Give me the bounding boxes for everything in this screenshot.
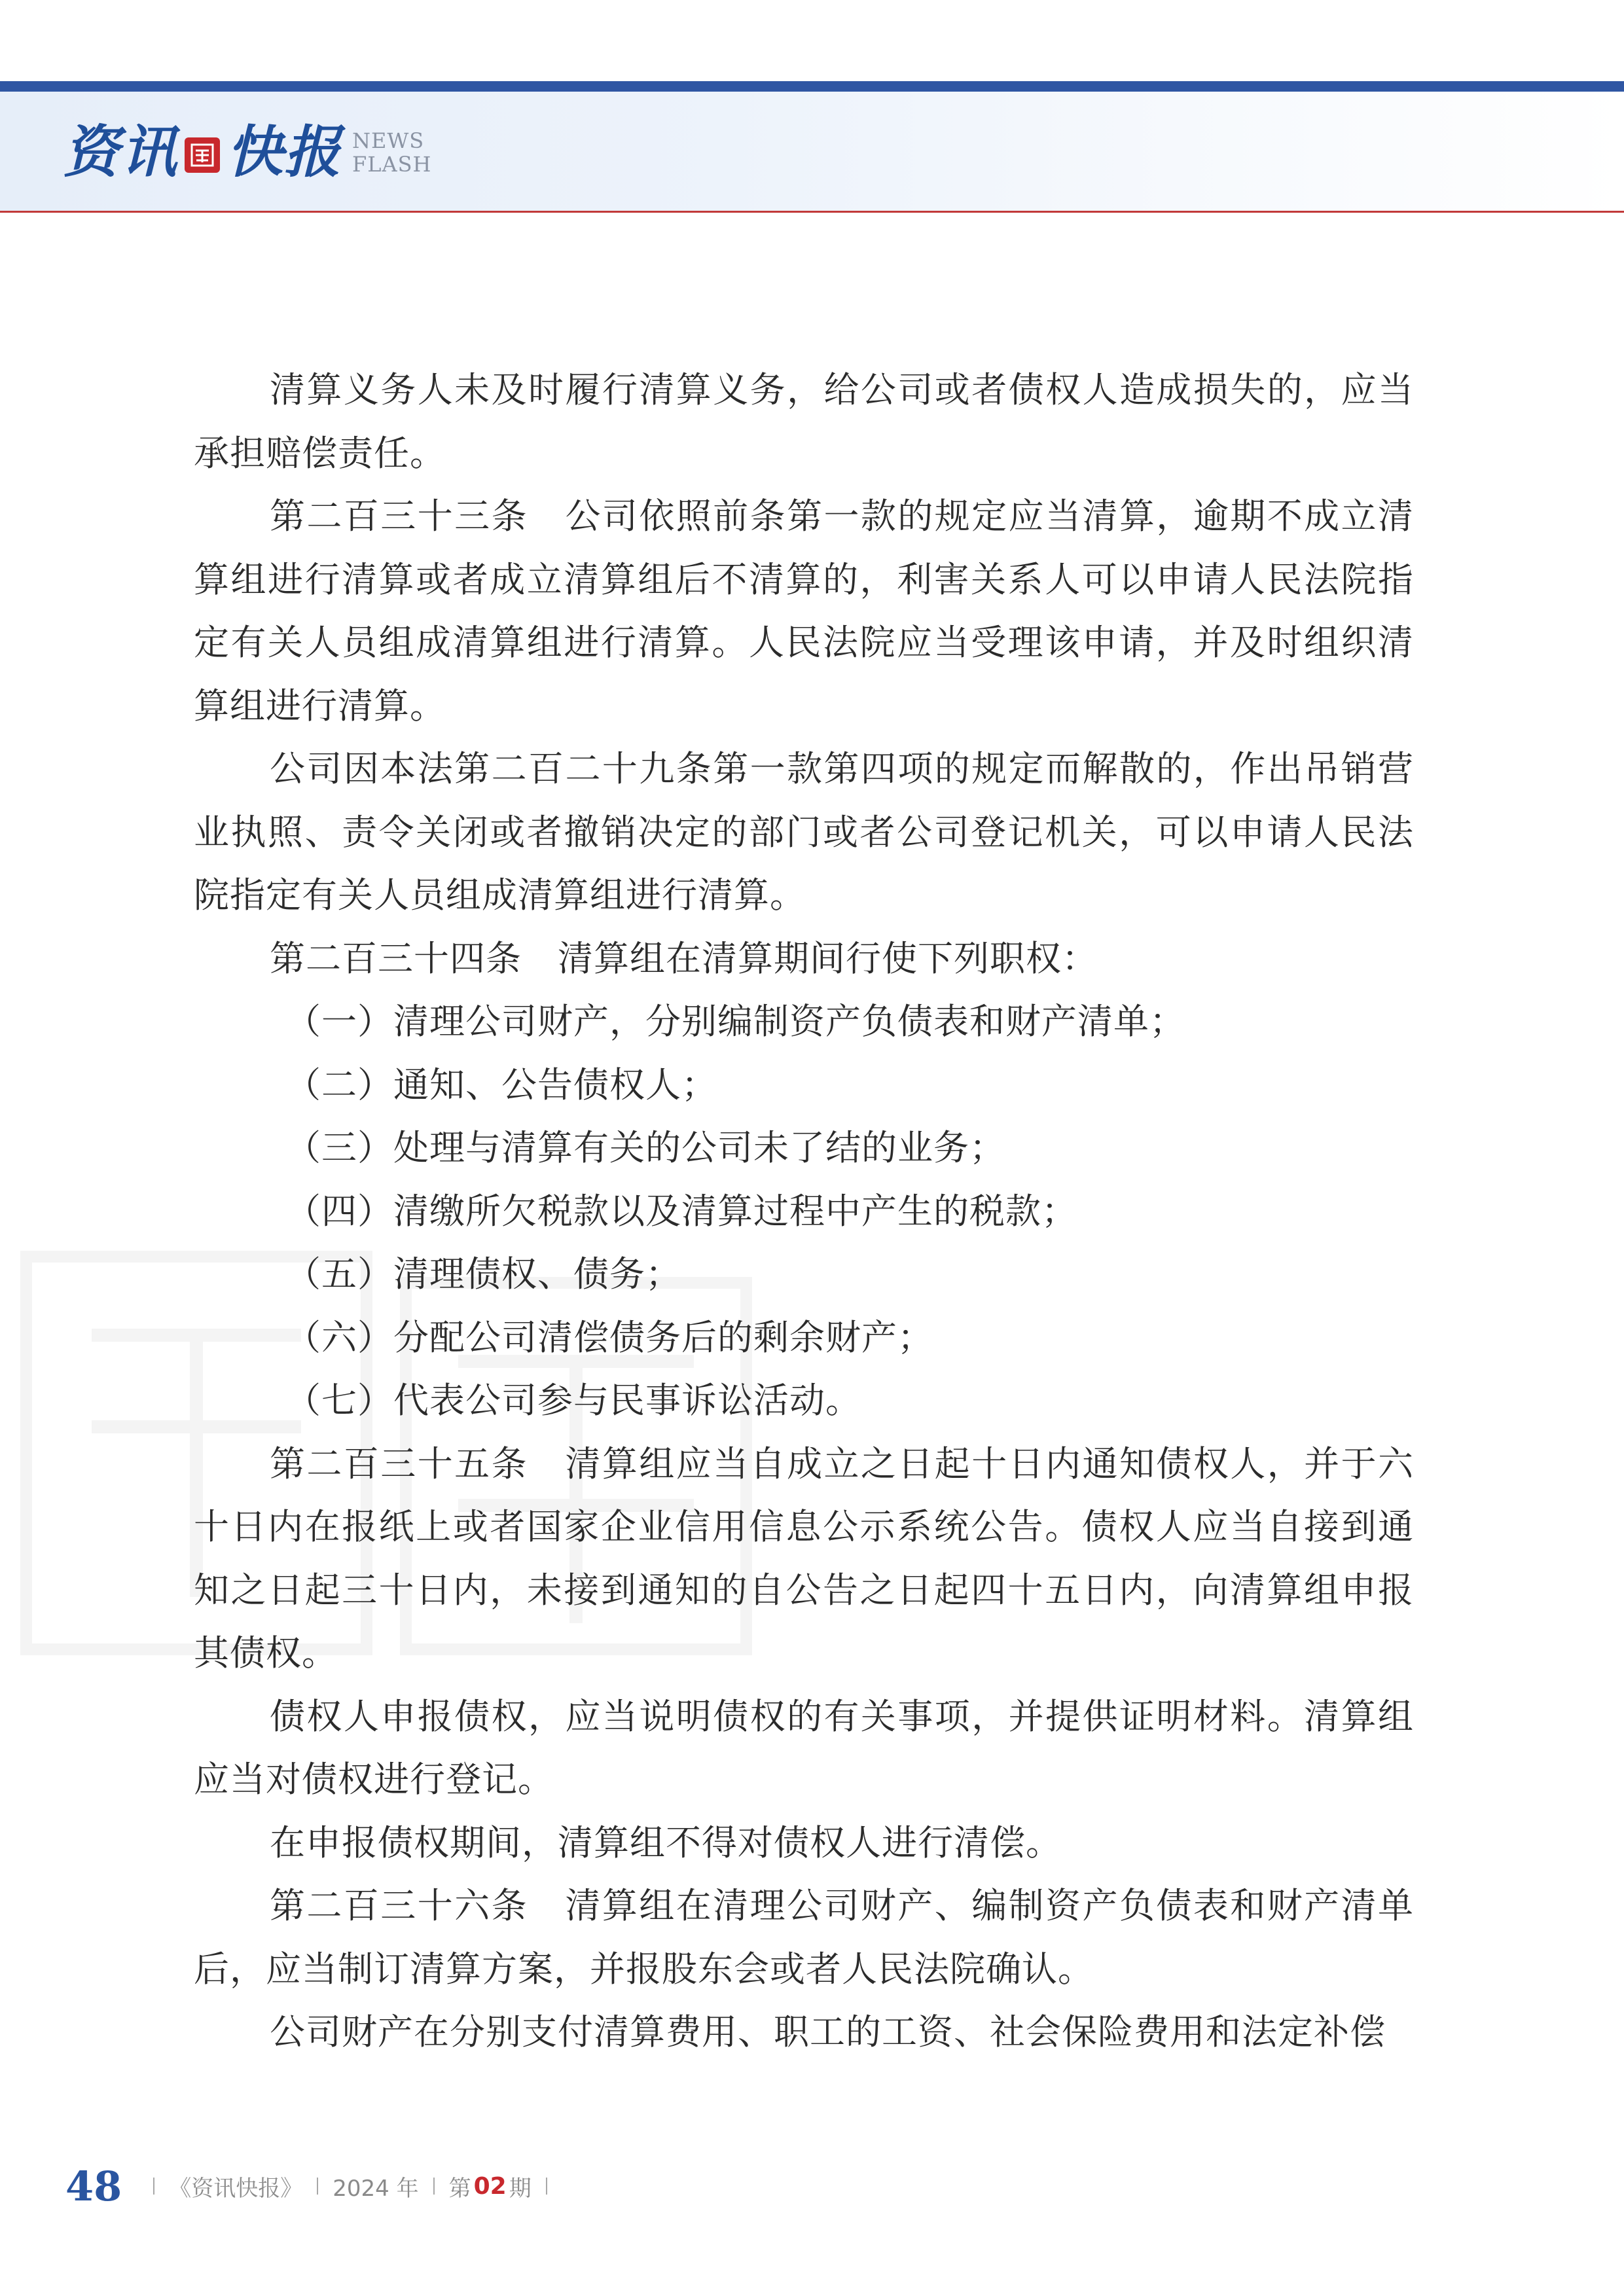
paragraph: 清算义务人未及时履行清算义务，给公司或者债权人造成损失的，应当承担赔偿责任。 — [194, 369, 1414, 474]
logo-english-line1: NEWS — [352, 128, 425, 153]
footer-separator — [546, 2178, 547, 2195]
logo-text-2: 快报 — [226, 119, 342, 185]
paragraph: 在申报债权期间，清算组不得对债权人进行清偿。 — [270, 1821, 1062, 1863]
list-item: （二）通知、公告债权人； — [285, 1064, 717, 1105]
issue-prefix: 第 — [448, 2175, 471, 2202]
paragraph: 第二百三十五条 清算组应当自成立之日起十日内通知债权人，并于六十日内在报纸上或者国家企业信用信息公示系统公告。债权人应当自接到通知之日起三十日内，未接到通知的自公告之日起四十五日内，向清算组申报其债权。 — [194, 1443, 1414, 1674]
list-item: （一）清理公司财产，分别编制资产负债表和财产清单； — [285, 1001, 1185, 1042]
page-number: 48 — [65, 2162, 122, 2210]
article-body — [194, 359, 1414, 2064]
top-accent-bar — [0, 81, 1624, 92]
footer-separator — [433, 2178, 435, 2195]
logo-english — [352, 129, 431, 176]
logo-text-1: 资讯 — [63, 119, 178, 185]
logo-english-line2: FLASH — [352, 152, 432, 177]
header-divider — [0, 211, 1624, 213]
page-footer — [65, 2160, 562, 2212]
footer-separator — [317, 2178, 318, 2195]
list-item: （七）代表公司参与民事诉讼活动。 — [285, 1380, 861, 1421]
paragraph: 公司因本法第二百二十九条第一款第四项的规定而解散的，作出吊销营业执照、责令关闭或者撤销决定的部门或者公司登记机关，可以申请人民法院指定有关人员组成清算组进行清算。 — [194, 748, 1414, 916]
issue-suffix: 期 — [509, 2175, 532, 2202]
footer-separator — [153, 2178, 154, 2195]
issue-number: 02 — [473, 2172, 507, 2200]
list-item: （三）处理与清算有关的公司未了结的业务； — [285, 1127, 1005, 1168]
publication-logo — [63, 117, 431, 188]
paragraph: 公司财产在分别支付清算费用、职工的工资、社会保险费用和法定补偿 — [270, 2011, 1386, 2053]
list-item: （六）分配公司清偿债务后的剩余财产； — [285, 1316, 933, 1358]
paragraph: 第二百三十四条 清算组在清算期间行使下列职权： — [270, 937, 1098, 979]
list-item: （四）清缴所欠税款以及清算过程中产生的税款； — [285, 1190, 1077, 1232]
paragraph: 第二百三十六条 清算组在清理公司财产、编制资产负债表和财产清单后，应当制订清算方案，并报股东会或者人民法院确认。 — [194, 1885, 1414, 1990]
paragraph: 第二百三十三条 公司依照前条第一款的规定应当清算，逾期不成立清算组进行清算或者成立清算组后不清算的，利害关系人可以申请人民法院指定有关人员组成清算组进行清算。人民法院应当受理该申请，并及时组织清算组进行清算。 — [194, 495, 1414, 726]
issue-year: 2024 年 — [333, 2175, 419, 2202]
seal-icon — [185, 137, 220, 173]
list-item: （五）清理债权、债务； — [285, 1253, 681, 1295]
paragraph: 债权人申报债权，应当说明债权的有关事项，并提供证明材料。清算组应当对债权进行登记。 — [194, 1695, 1414, 1800]
publication-name: 《资讯快报》 — [169, 2175, 303, 2202]
